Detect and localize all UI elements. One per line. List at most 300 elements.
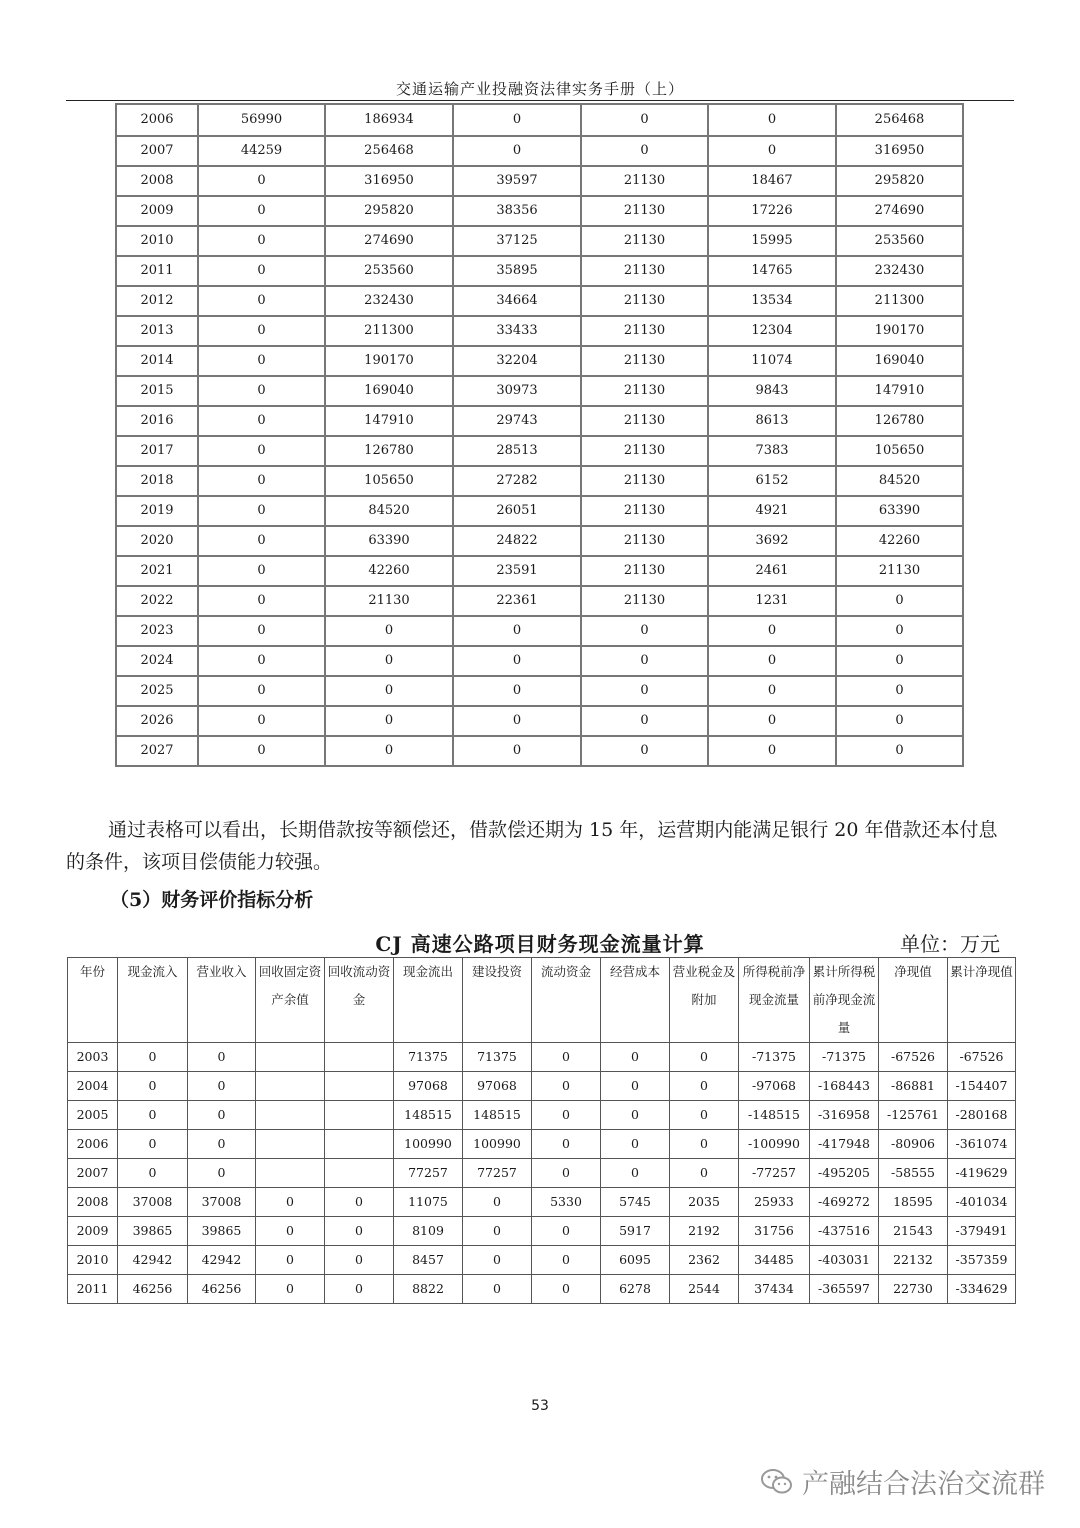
table-cell [256,1159,325,1188]
table-cell: -316958 [810,1101,879,1130]
table-row [116,556,963,586]
table-cell: 31756 [739,1217,810,1246]
cashflow-table [67,957,1016,1304]
table-row [116,406,963,436]
table-cell: 186934 [325,104,453,136]
table-cell: 9843 [708,376,836,406]
column-header: 累计所得税前净现金流量 [810,958,879,1043]
table-cell: 46256 [188,1275,256,1304]
table-cell: -58555 [879,1159,948,1188]
table-cell: -417948 [810,1130,879,1159]
table-cell: 256468 [325,136,453,166]
table-cell: 0 [708,646,836,676]
table-row [116,706,963,736]
table-cell: 30973 [453,376,581,406]
table-cell: 2023 [116,616,198,646]
table-row [116,676,963,706]
table-cell: 0 [463,1217,532,1246]
table-cell: 39597 [453,166,581,196]
table-cell: 148515 [463,1101,532,1130]
table-cell: 28513 [453,436,581,466]
table-cell: 0 [198,736,325,766]
table-cell: 0 [453,736,581,766]
table-row [116,346,963,376]
table-cell: 21130 [581,196,708,226]
table-cell: 100990 [394,1130,463,1159]
table-cell: 232430 [836,256,963,286]
table-cell: 0 [453,104,581,136]
table-cell: 0 [836,676,963,706]
table-row [116,316,963,346]
table-cell: 2012 [116,286,198,316]
table-cell: -148515 [739,1101,810,1130]
table-cell: 0 [325,706,453,736]
table-cell: -67526 [948,1043,1016,1072]
table-cell: 211300 [325,316,453,346]
table-cell: -365597 [810,1275,879,1304]
table-row [116,136,963,166]
table-cell: 0 [532,1246,601,1275]
table-cell: 0 [532,1217,601,1246]
table-cell: 2008 [116,166,198,196]
table-cell: 42260 [325,556,453,586]
cashflow-unit: 单位：万元 [900,932,1000,956]
table-cell: 0 [836,736,963,766]
table-cell: -125761 [879,1101,948,1130]
table-cell: 0 [256,1188,325,1217]
table-cell: 15995 [708,226,836,256]
table-cell: 2025 [116,676,198,706]
table-cell: 0 [118,1130,188,1159]
table-cell: -97068 [739,1072,810,1101]
column-header: 回收流动资金 [325,958,394,1043]
table-cell: 0 [601,1043,670,1072]
table-cell: 56990 [198,104,325,136]
table-cell: 0 [325,736,453,766]
column-header: 经营成本 [601,958,670,1043]
table-cell: 0 [325,676,453,706]
column-header: 现金流出 [394,958,463,1043]
table-cell: 0 [532,1275,601,1304]
table-cell: 0 [708,136,836,166]
table-cell: 2014 [116,346,198,376]
table-cell: 21130 [581,376,708,406]
table-cell: 0 [670,1072,739,1101]
table-cell: 0 [581,706,708,736]
table-cell: -403031 [810,1246,879,1275]
table-cell: 2005 [68,1101,118,1130]
table-cell: 39865 [188,1217,256,1246]
table-cell: 0 [463,1188,532,1217]
table-cell: 22730 [879,1275,948,1304]
table-cell: 0 [325,1275,394,1304]
table-cell: 2020 [116,526,198,556]
column-header: 累计净现值 [948,958,1016,1043]
table-row [116,166,963,196]
table-cell: 8457 [394,1246,463,1275]
table-row [116,436,963,466]
table-cell: 0 [118,1159,188,1188]
column-header: 年份 [68,958,118,1043]
table-cell: 77257 [463,1159,532,1188]
table-cell: 63390 [836,496,963,526]
column-header: 现金流入 [118,958,188,1043]
table-row [116,586,963,616]
table-cell: 0 [532,1101,601,1130]
table-cell: 71375 [394,1043,463,1072]
table-cell: 0 [256,1275,325,1304]
table-cell: 2017 [116,436,198,466]
table-cell: 22132 [879,1246,948,1275]
table-cell: 1231 [708,586,836,616]
table-cell: 2027 [116,736,198,766]
table-cell: 18467 [708,166,836,196]
table-cell: 147910 [325,406,453,436]
table-cell: 0 [325,1217,394,1246]
table-cell: 34485 [739,1246,810,1275]
table-cell: 0 [198,166,325,196]
table-cell: 34664 [453,286,581,316]
table-row [116,226,963,256]
table-cell: 39865 [118,1217,188,1246]
column-header: 营业税金及附加 [670,958,739,1043]
table-cell: -168443 [810,1072,879,1101]
table-cell: 21130 [581,496,708,526]
header-title: 交通运输产业投融资法律实务手册（上） [395,80,684,98]
section-heading: （5）财务评价指标分析 [110,889,314,911]
table-cell: 0 [198,406,325,436]
table-row [68,1159,1016,1188]
table-cell: 21130 [581,346,708,376]
table-cell: -361074 [948,1130,1016,1159]
table-cell: 274690 [836,196,963,226]
table-cell: 71375 [463,1043,532,1072]
table-cell: 37434 [739,1275,810,1304]
table-cell: 0 [198,196,325,226]
table-row [116,646,963,676]
table-cell: 23591 [453,556,581,586]
table-cell: 169040 [325,376,453,406]
table-cell: 0 [708,104,836,136]
table-cell: 21130 [581,316,708,346]
table-cell: 0 [198,646,325,676]
table-cell: 2010 [116,226,198,256]
analysis-paragraph: 通过表格可以看出，长期借款按等额偿还，借款偿还期为 15 年，运营期内能满足银行 20 年借款还本付息的条件，该项目偿债能力较强。 [66,819,998,873]
table-cell: 27282 [453,466,581,496]
table-cell: 97068 [463,1072,532,1101]
table-cell: -154407 [948,1072,1016,1101]
table-cell: 44259 [198,136,325,166]
table-cell: 21130 [581,586,708,616]
table-cell: 0 [198,286,325,316]
table-cell: 0 [708,616,836,646]
table-row [116,104,963,136]
table-cell [256,1101,325,1130]
table-cell: -437516 [810,1217,879,1246]
table-cell: 0 [188,1101,256,1130]
table-cell: 0 [325,646,453,676]
table-cell: 21130 [325,586,453,616]
table-cell: 0 [453,676,581,706]
table-row [116,616,963,646]
table-cell: 2016 [116,406,198,436]
table-cell: 6278 [601,1275,670,1304]
table-cell: 232430 [325,286,453,316]
table-cell: 147910 [836,376,963,406]
table-cell: 0 [198,466,325,496]
table-row [68,1072,1016,1101]
table-cell: -77257 [739,1159,810,1188]
table-cell: 0 [532,1159,601,1188]
table-cell: 35895 [453,256,581,286]
column-header: 建设投资 [463,958,532,1043]
table-cell: 0 [601,1159,670,1188]
table-cell: 105650 [836,436,963,466]
table-cell [325,1101,394,1130]
table-cell: 0 [581,676,708,706]
table-cell: 2019 [116,496,198,526]
table-cell: 0 [188,1043,256,1072]
table-cell: -280168 [948,1101,1016,1130]
table-cell: 0 [198,556,325,586]
table-cell: 0 [601,1130,670,1159]
table-cell: 13534 [708,286,836,316]
table-cell: 7383 [708,436,836,466]
table-cell: 0 [581,136,708,166]
table-cell: 0 [532,1072,601,1101]
table-cell: 0 [453,616,581,646]
table-cell: 0 [453,646,581,676]
table-cell: -379491 [948,1217,1016,1246]
table-cell: 2013 [116,316,198,346]
page-number: 53 [531,1398,549,1414]
table-cell: 0 [198,376,325,406]
table-cell: 0 [188,1159,256,1188]
table-cell: 253560 [836,226,963,256]
table-cell: 0 [670,1101,739,1130]
table-cell: 6152 [708,466,836,496]
table-cell: 22361 [453,586,581,616]
table-cell [256,1130,325,1159]
table-cell: 3692 [708,526,836,556]
cashflow-table-title: CJ 高速公路项目财务现金流量计算 [375,932,705,956]
table-cell: 26051 [453,496,581,526]
table-cell: 0 [118,1072,188,1101]
table-cell: 2009 [116,196,198,226]
table-cell: 0 [198,496,325,526]
table-cell: 2006 [116,104,198,136]
table-cell: 46256 [118,1275,188,1304]
table-cell: 8613 [708,406,836,436]
table-cell [256,1072,325,1101]
table-cell: 5330 [532,1188,601,1217]
table-cell: 148515 [394,1101,463,1130]
table-row [116,736,963,766]
table-cell: 25933 [739,1188,810,1217]
table-cell: 32204 [453,346,581,376]
table-cell: 18595 [879,1188,948,1217]
table-cell: 253560 [325,256,453,286]
table-cell: 0 [601,1101,670,1130]
table-cell: -100990 [739,1130,810,1159]
table-cell: 0 [670,1159,739,1188]
table-cell: 42942 [118,1246,188,1275]
table-cell: 6095 [601,1246,670,1275]
table-cell: 0 [581,646,708,676]
table-cell: 0 [198,706,325,736]
header-rule [66,100,1014,101]
table-cell: 84520 [836,466,963,496]
table-cell: 0 [198,676,325,706]
column-header: 营业收入 [188,958,256,1043]
table-row [116,376,963,406]
table-cell: 0 [188,1072,256,1101]
table-cell: -71375 [739,1043,810,1072]
table-cell: 0 [256,1217,325,1246]
table-cell: 126780 [836,406,963,436]
table-cell: 14765 [708,256,836,286]
table-cell: 0 [836,646,963,676]
table-row [116,526,963,556]
table-cell: 2018 [116,466,198,496]
table-cell: 97068 [394,1072,463,1101]
table-cell: 2011 [116,256,198,286]
table-cell: 21130 [581,166,708,196]
table-cell: 0 [836,616,963,646]
table-cell: 0 [198,346,325,376]
table-cell: 2004 [68,1072,118,1101]
table-cell: 21130 [836,556,963,586]
table-cell: 21130 [581,556,708,586]
table-cell: 316950 [836,136,963,166]
column-header: 回收固定资产余值 [256,958,325,1043]
table-cell: 2007 [116,136,198,166]
table-cell: 84520 [325,496,453,526]
table-row [68,1043,1016,1072]
table-cell: 0 [325,1188,394,1217]
table-cell: 37125 [453,226,581,256]
table-row [68,1217,1016,1246]
table-cell: 0 [601,1072,670,1101]
table-cell: 0 [325,1246,394,1275]
table-cell: 0 [532,1043,601,1072]
table-cell: 0 [708,706,836,736]
table-cell: 2026 [116,706,198,736]
table-cell: 0 [198,316,325,346]
table-cell [325,1072,394,1101]
table-cell: 38356 [453,196,581,226]
table-cell: 0 [836,586,963,616]
table-cell [325,1043,394,1072]
table-cell: 2011 [68,1275,118,1304]
table-cell: 0 [708,736,836,766]
table-cell: 0 [198,616,325,646]
table-cell: 11074 [708,346,836,376]
table-cell: -80906 [879,1130,948,1159]
table-cell: 126780 [325,436,453,466]
table-cell: 190170 [325,346,453,376]
table-cell: 274690 [325,226,453,256]
table-row [116,196,963,226]
table-cell: 0 [463,1246,532,1275]
table-row [68,1188,1016,1217]
table-cell: 21130 [581,466,708,496]
table-cell: -419629 [948,1159,1016,1188]
table-cell: 2009 [68,1217,118,1246]
table-cell: 11075 [394,1188,463,1217]
table-cell: -71375 [810,1043,879,1072]
column-header: 所得税前净现金流量 [739,958,810,1043]
table-row [116,286,963,316]
table-cell: 4921 [708,496,836,526]
table-cell: 21130 [581,226,708,256]
table-cell: 0 [581,736,708,766]
table-cell: 8822 [394,1275,463,1304]
table-cell: 2192 [670,1217,739,1246]
table-cell: -469272 [810,1188,879,1217]
table-row [68,1246,1016,1275]
table-cell: 0 [198,526,325,556]
table-cell: -86881 [879,1072,948,1101]
table-cell: 2007 [68,1159,118,1188]
table-cell: 21130 [581,406,708,436]
table-cell: 21543 [879,1217,948,1246]
table-cell: 2461 [708,556,836,586]
table-cell: 2006 [68,1130,118,1159]
wechat-icon [760,1467,794,1497]
table-cell: 256468 [836,104,963,136]
table-cell: 0 [453,136,581,166]
table-cell: 8109 [394,1217,463,1246]
column-header: 净现值 [879,958,948,1043]
table-cell [325,1159,394,1188]
table-cell: 33433 [453,316,581,346]
table-cell: -357359 [948,1246,1016,1275]
table-cell: 21130 [581,436,708,466]
table-cell: -401034 [948,1188,1016,1217]
table-cell: 0 [118,1043,188,1072]
table-cell: 17226 [708,196,836,226]
table-cell: 77257 [394,1159,463,1188]
table-cell: -495205 [810,1159,879,1188]
watermark-text: 产融结合法治交流群 [802,1469,1045,1500]
table-cell: 37008 [118,1188,188,1217]
table-row [116,496,963,526]
table-row [68,1275,1016,1304]
table-cell: 42260 [836,526,963,556]
table-cell: 5917 [601,1217,670,1246]
table-cell: 12304 [708,316,836,346]
table-cell: 37008 [188,1188,256,1217]
table-row [68,1101,1016,1130]
table-cell: 29743 [453,406,581,436]
table-cell: 2003 [68,1043,118,1072]
table-cell: 0 [532,1130,601,1159]
table-cell: 2021 [116,556,198,586]
table-cell: 211300 [836,286,963,316]
table-cell: 316950 [325,166,453,196]
table-row [116,466,963,496]
loan-repayment-table [115,103,964,767]
table-cell: 169040 [836,346,963,376]
table-cell: 0 [463,1275,532,1304]
table-cell: 0 [118,1101,188,1130]
table-cell: 295820 [325,196,453,226]
table-cell: 0 [198,436,325,466]
table-cell: 0 [325,616,453,646]
table-cell: 21130 [581,286,708,316]
table-cell: 100990 [463,1130,532,1159]
